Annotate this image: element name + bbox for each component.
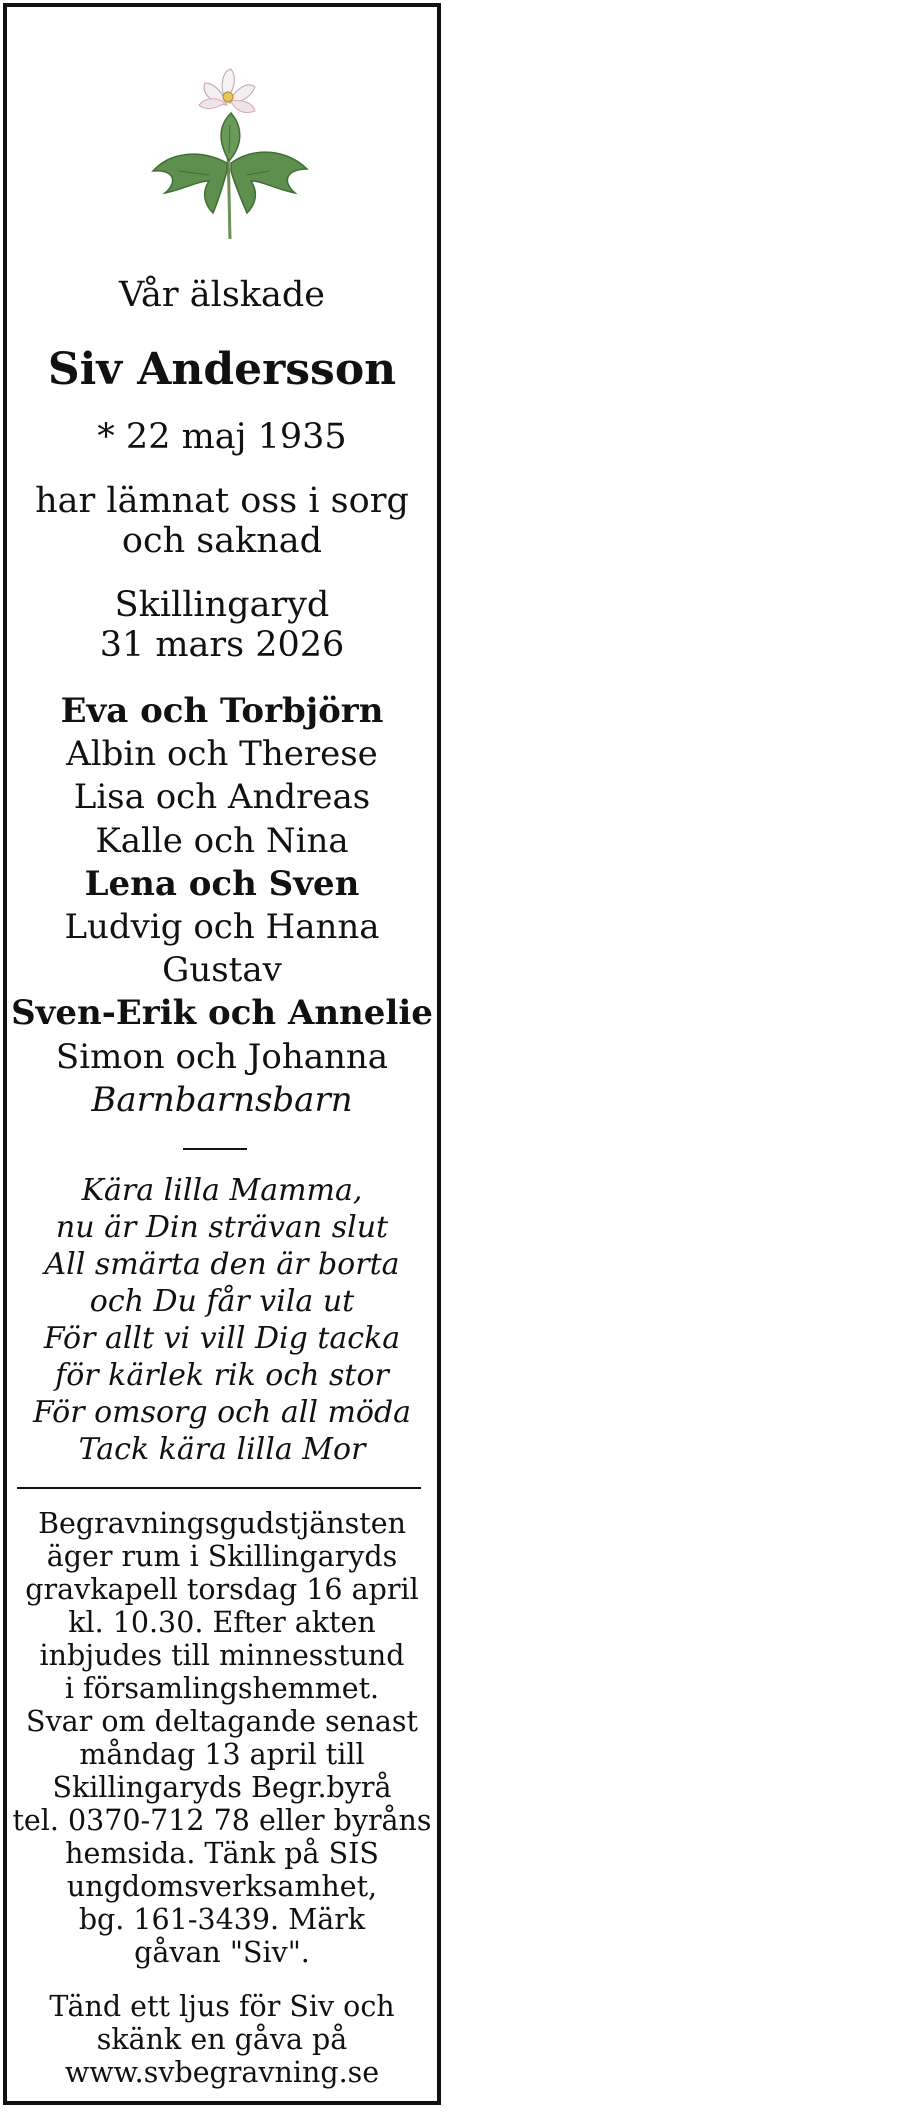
poem-line: För omsorg och all möda <box>32 1395 412 1430</box>
info-line: inbjudes till minnesstund <box>39 1639 405 1672</box>
poem-line: och Du får vila ut <box>89 1284 355 1319</box>
family-member: Simon och Johanna <box>55 1036 389 1077</box>
family-member: Kalle och Nina <box>95 820 349 861</box>
info-line: bg. 161-3439. Märk <box>78 1903 366 1936</box>
poem-line: För allt vi vill Dig tacka <box>43 1321 401 1356</box>
message-line: har lämnat oss i sorg <box>35 481 409 521</box>
poem-line: Tack kära lilla Mor <box>78 1432 366 1467</box>
divider <box>17 1487 421 1489</box>
wood-anemone-flower-illustration <box>139 53 319 243</box>
info-line: Begravningsgudstjänsten <box>38 1507 406 1540</box>
family-member: Gustav <box>162 950 282 991</box>
info-line: i församlingshemmet. <box>64 1672 380 1705</box>
info-line: gåvan "Siv". <box>134 1936 310 1969</box>
poem-line: Kära lilla Mamma, <box>81 1173 363 1208</box>
info-line: tel. 0370-712 78 eller byråns <box>12 1804 432 1837</box>
info-line: Svar om deltagande senast <box>26 1705 418 1738</box>
info-line: gravkapell torsdag 16 april <box>25 1573 419 1606</box>
info-line: kl. 10.30. Efter akten <box>68 1606 376 1639</box>
info-line: Skillingaryds Begr.byrå <box>52 1771 392 1804</box>
donation-website-link[interactable]: www.svbegravning.se <box>64 2056 380 2089</box>
info-line: hemsida. Tänk på SIS <box>65 1837 379 1870</box>
family-member: Albin och Therese <box>66 734 378 775</box>
poem-line: All smärta den är borta <box>44 1247 400 1282</box>
date-line: 31 mars 2026 <box>99 625 345 665</box>
deceased-name: Siv Andersson <box>47 344 397 395</box>
family-list <box>7 690 437 1122</box>
donation-info <box>7 1990 437 2089</box>
family-member: Sven-Erik och Annelie <box>11 993 433 1034</box>
divider <box>183 1148 247 1150</box>
funeral-info <box>7 1507 437 1969</box>
family-member: Lena och Sven <box>84 863 360 904</box>
info-line: måndag 13 april till <box>79 1738 365 1771</box>
donation-line: Tänd ett ljus för Siv och <box>49 1990 395 2023</box>
poem <box>7 1172 437 1468</box>
birth-date: * 22 maj 1935 <box>97 417 347 457</box>
family-member: Ludvig och Hanna <box>64 907 380 948</box>
family-member: Eva och Torbjörn <box>60 691 384 731</box>
poem-line: nu är Din strävan slut <box>55 1210 389 1245</box>
intro-text: Vår älskade <box>118 275 325 315</box>
place-line: Skillingaryd <box>114 585 330 625</box>
poem-line: för kärlek rik och stor <box>55 1358 389 1393</box>
obituary-card <box>3 3 441 2105</box>
info-line: ungdomsverksamhet, <box>66 1870 378 1903</box>
message-line: och saknad <box>121 521 323 561</box>
donation-line: skänk en gåva på <box>96 2023 348 2056</box>
info-line: äger rum i Skillingaryds <box>46 1540 398 1573</box>
family-member: Barnbarnsbarn <box>91 1079 353 1120</box>
family-member: Lisa och Andreas <box>73 777 371 818</box>
message-block <box>7 481 437 561</box>
place-date-block <box>7 585 437 665</box>
